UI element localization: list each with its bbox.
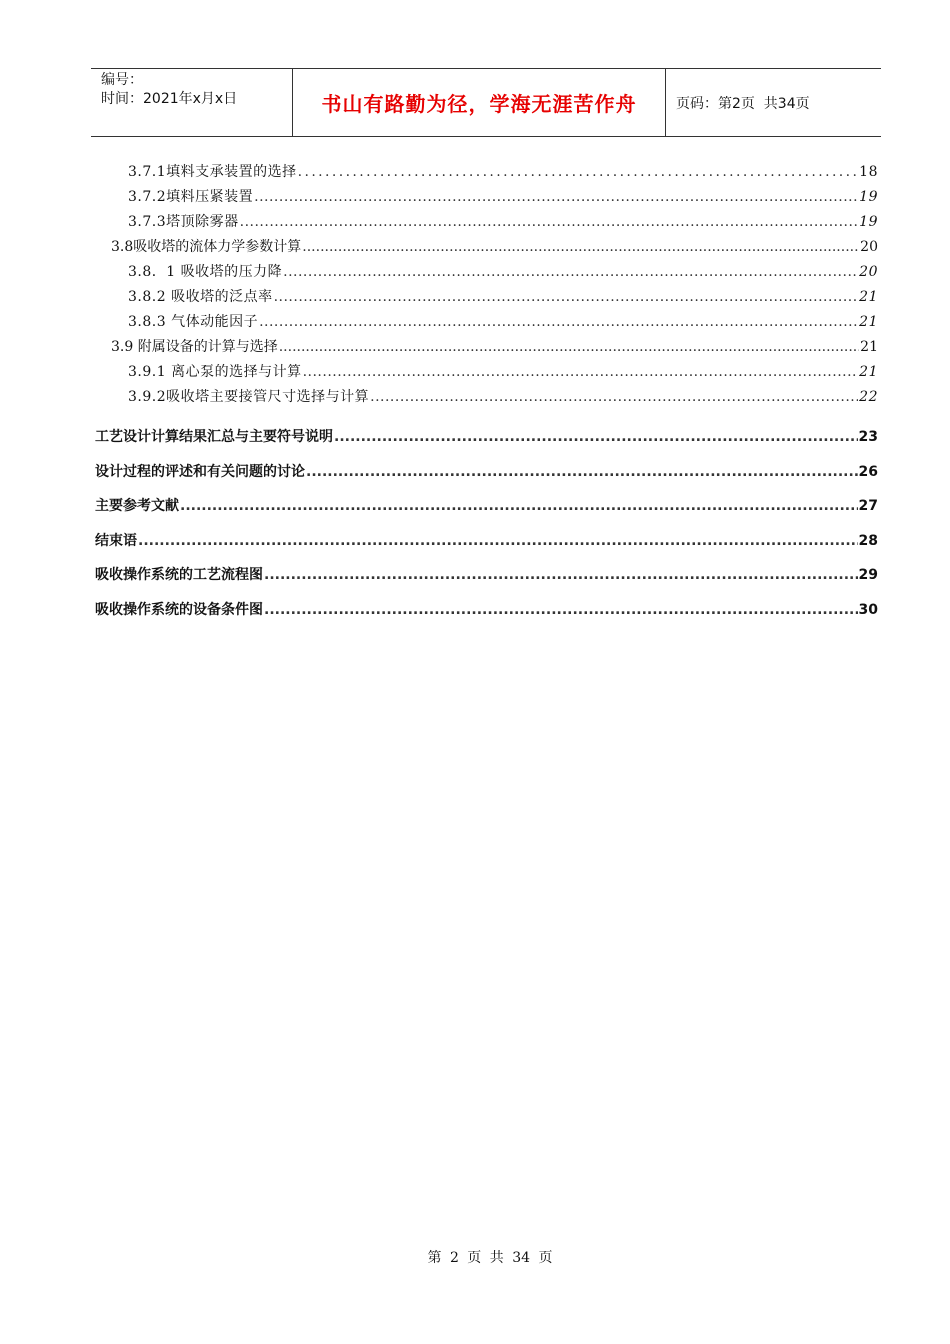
toc-leader-dots	[279, 335, 859, 360]
toc-entry-page: 20	[859, 264, 878, 280]
toc-entry-label: 3.9 附属设备的计算与选择	[111, 339, 278, 355]
toc-entry-label: 主要参考文献	[95, 498, 179, 514]
toc-leader-dots	[298, 160, 859, 185]
toc-entry-page: 21	[860, 339, 878, 355]
header-motto: 书山有路勤为径，学海无涯苦作舟	[293, 69, 666, 136]
toc-entry-page: 21	[859, 314, 878, 330]
toc-entry-label: 3.9.1 离心泵的选择与计算	[128, 364, 302, 380]
toc-entry-label: 3.8.2 吸收塔的泛点率	[128, 289, 273, 305]
toc-entry-page: 29	[858, 567, 878, 583]
toc-leader-dots	[138, 524, 858, 559]
toc-entry-label: 工艺设计计算结果汇总与主要符号说明	[95, 429, 333, 445]
toc-entry-page: 28	[858, 532, 878, 549]
toc-leader-dots	[274, 285, 859, 310]
toc-entry[interactable]	[95, 593, 878, 628]
toc-entry[interactable]	[95, 260, 878, 285]
toc-entry-label: 3.9.2吸收塔主要接管尺寸选择与计算	[128, 389, 370, 405]
toc-entry-label: 3.7.3塔顶除雾器	[128, 214, 239, 230]
header-meta	[91, 69, 293, 136]
toc-entry[interactable]	[95, 385, 878, 410]
toc-leader-dots	[264, 558, 858, 593]
toc-entry-page: 18	[859, 164, 878, 180]
toc-leader-dots	[303, 360, 859, 385]
toc-entry-page: 27	[858, 498, 878, 514]
toc-entry[interactable]	[95, 185, 878, 210]
toc-leader-dots	[254, 185, 858, 210]
toc-entry[interactable]	[95, 310, 878, 335]
header-page-info: 页码：第2页 共34页	[676, 95, 810, 112]
toc-entry-page: 21	[859, 289, 878, 305]
toc-leader-dots	[259, 310, 858, 335]
page-footer: 第 2 页 共 34 页	[427, 1250, 553, 1266]
toc-entry[interactable]	[95, 335, 878, 360]
toc-leader-dots	[306, 455, 858, 490]
toc-leader-dots	[180, 489, 858, 524]
toc-entry-page: 23	[858, 429, 878, 445]
toc-entry[interactable]	[95, 235, 878, 260]
toc-entry-page: 19	[859, 189, 878, 205]
toc-entry-page: 19	[859, 214, 878, 230]
toc-entry-page: 21	[859, 364, 878, 380]
toc-leader-dots	[334, 420, 858, 455]
toc-entry[interactable]	[95, 420, 878, 455]
toc-entry[interactable]	[95, 524, 878, 559]
toc-entry-page: 30	[858, 601, 878, 618]
toc-entry[interactable]	[95, 489, 878, 524]
toc-entry[interactable]	[95, 285, 878, 310]
document-number-label: 编号：	[101, 72, 143, 88]
table-of-contents	[95, 160, 878, 627]
toc-leader-dots	[302, 235, 859, 260]
toc-entry[interactable]	[95, 360, 878, 385]
toc-entry-label: 3.7.1填料支承装置的选择	[128, 164, 297, 180]
toc-entry-label: 3.8吸收塔的流体力学参数计算	[111, 239, 302, 255]
document-header	[91, 68, 881, 137]
document-time-label: 时间：2021年x月x日	[101, 91, 238, 107]
toc-entry-page: 26	[858, 463, 878, 480]
toc-entry[interactable]	[95, 455, 878, 490]
toc-leader-dots	[283, 260, 858, 285]
toc-entry-label: 结束语	[95, 532, 137, 549]
toc-leader-dots	[370, 385, 858, 410]
toc-entry-label: 3.8.3 气体动能因子	[128, 314, 259, 330]
toc-leader-dots	[264, 593, 858, 628]
toc-entry[interactable]	[95, 210, 878, 235]
toc-entry[interactable]	[95, 558, 878, 593]
toc-leader-dots	[240, 210, 859, 235]
toc-entry-label: 吸收操作系统的工艺流程图	[95, 567, 263, 583]
toc-entry-label: 设计过程的评述和有关问题的讨论	[95, 463, 305, 480]
toc-entry-label: 3.7.2填料压紧装置	[128, 189, 254, 205]
toc-entry-label: 3.8．1 吸收塔的压力降	[128, 264, 283, 280]
toc-entry[interactable]	[95, 160, 878, 185]
toc-entry-label: 吸收操作系统的设备条件图	[95, 601, 263, 618]
toc-entry-page: 20	[860, 239, 878, 255]
toc-entry-page: 22	[859, 389, 878, 405]
